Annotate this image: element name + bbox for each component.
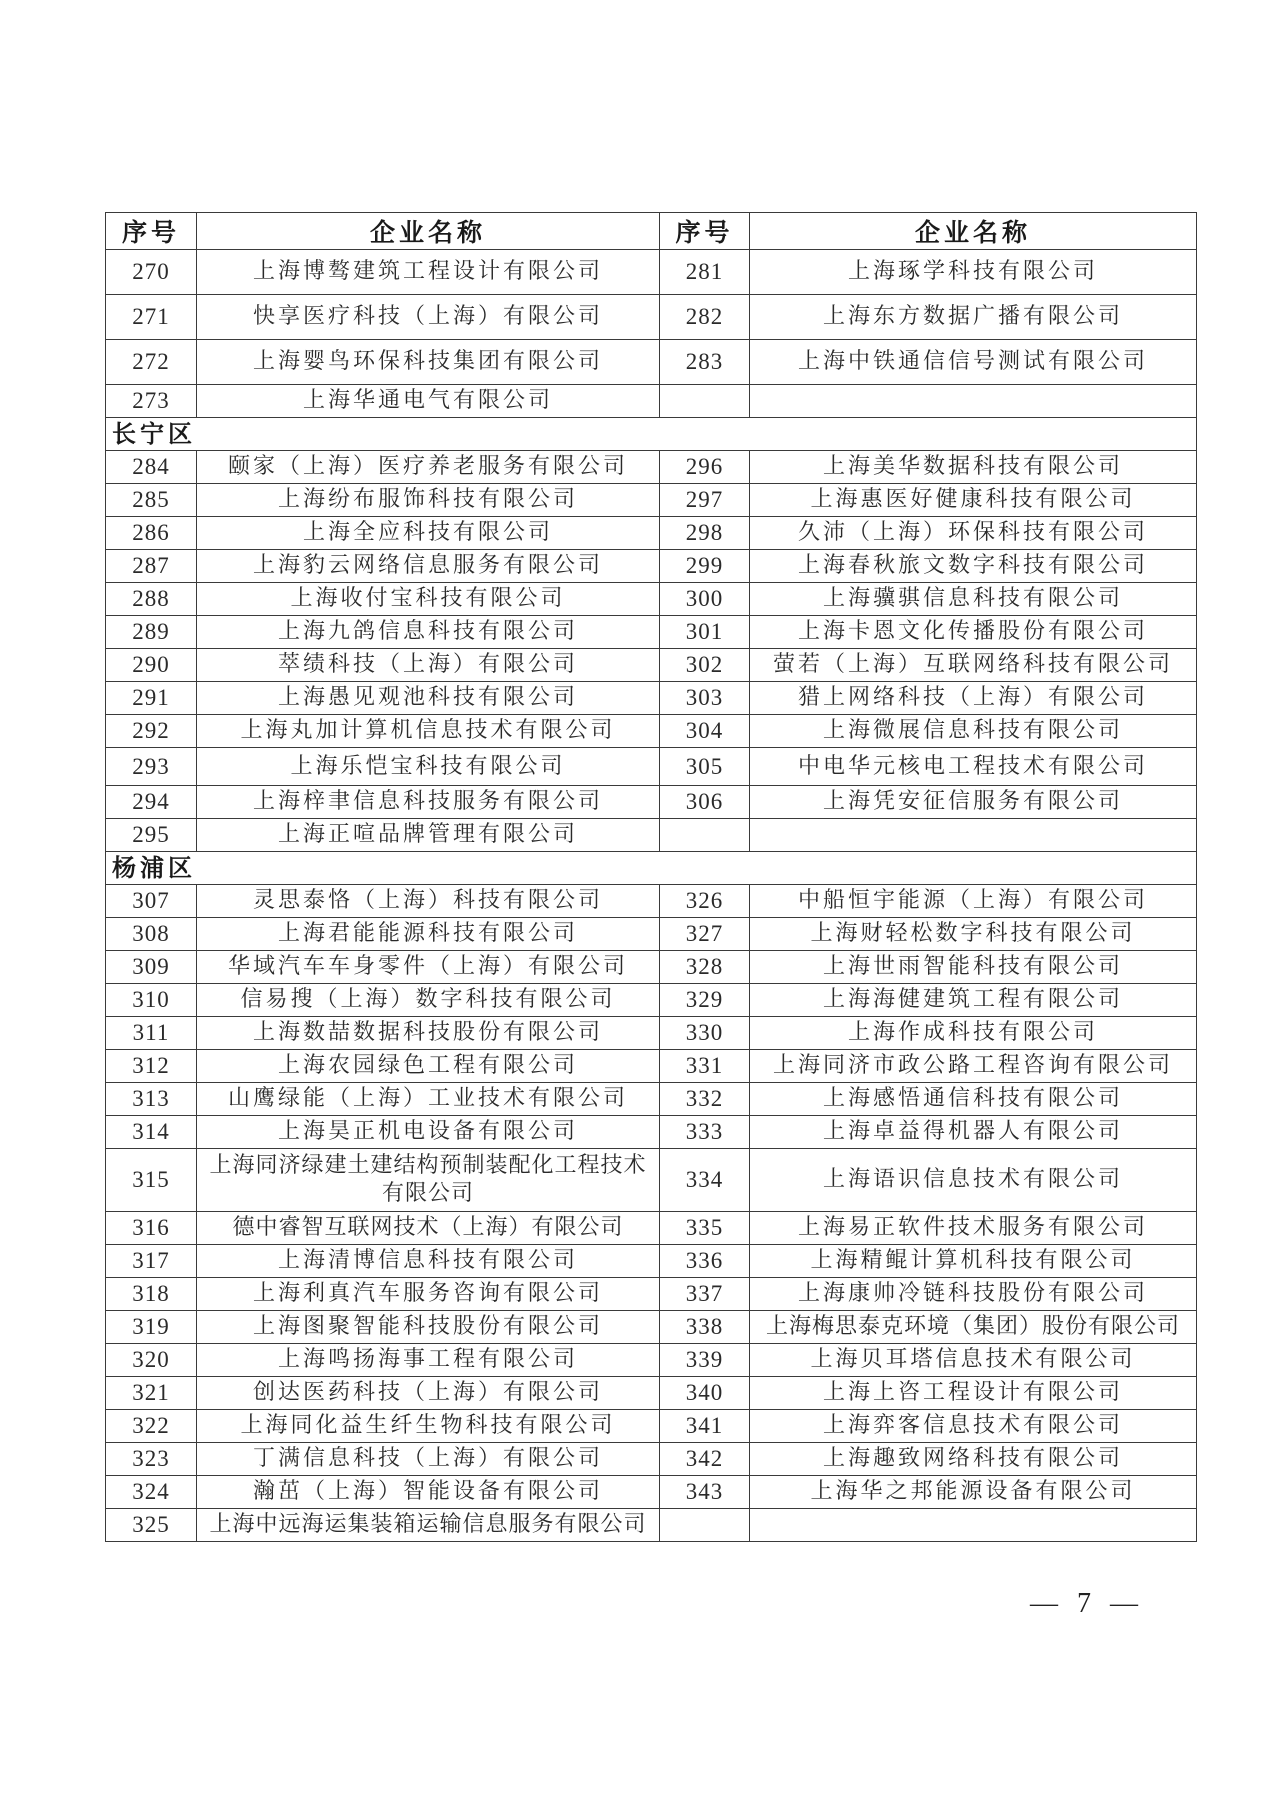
company-name-cell: 上海全应科技有限公司	[197, 517, 660, 550]
table-row	[106, 918, 1197, 951]
table-row	[106, 1050, 1197, 1083]
company-name-cell: 上海卡恩文化传播股份有限公司	[750, 616, 1197, 649]
company-name-cell: 上海清博信息科技有限公司	[197, 1245, 660, 1278]
company-name-cell: 上海乐恺宝科技有限公司	[197, 748, 660, 786]
table-row	[106, 885, 1197, 918]
company-name-cell: 上海春秋旅文数字科技有限公司	[750, 550, 1197, 583]
company-name-cell: 上海骥骐信息科技有限公司	[750, 583, 1197, 616]
table-row	[106, 682, 1197, 715]
company-name-cell: 上海昊正机电设备有限公司	[197, 1116, 660, 1149]
table-row	[106, 1509, 1197, 1542]
serial-number-cell: 313	[106, 1083, 197, 1116]
serial-number-cell: 327	[660, 918, 750, 951]
serial-number-cell: 318	[106, 1278, 197, 1311]
serial-number-cell: 334	[660, 1149, 750, 1212]
table-row	[106, 1245, 1197, 1278]
company-name-cell: 上海农园绿色工程有限公司	[197, 1050, 660, 1083]
serial-number-cell: 298	[660, 517, 750, 550]
table-row	[106, 1017, 1197, 1050]
company-name-cell: 上海博骜建筑工程设计有限公司	[197, 250, 660, 295]
serial-number-cell: 307	[106, 885, 197, 918]
company-name-cell	[750, 385, 1197, 418]
serial-number-cell: 303	[660, 682, 750, 715]
company-name-cell: 德中睿智互联网技术（上海）有限公司	[197, 1212, 660, 1245]
table-row	[106, 616, 1197, 649]
serial-number-cell: 294	[106, 786, 197, 819]
table-row	[106, 786, 1197, 819]
serial-number-cell: 299	[660, 550, 750, 583]
serial-number-cell: 285	[106, 484, 197, 517]
serial-number-cell	[660, 819, 750, 852]
serial-number-cell: 309	[106, 951, 197, 984]
serial-number-cell: 338	[660, 1311, 750, 1344]
serial-number-cell: 282	[660, 295, 750, 340]
company-name-cell: 瀚茁（上海）智能设备有限公司	[197, 1476, 660, 1509]
company-name-cell: 萤若（上海）互联网络科技有限公司	[750, 649, 1197, 682]
company-name-cell: 上海作成科技有限公司	[750, 1017, 1197, 1050]
company-name-cell: 上海贝耳塔信息技术有限公司	[750, 1344, 1197, 1377]
serial-number-cell: 286	[106, 517, 197, 550]
company-name-cell: 猎上网络科技（上海）有限公司	[750, 682, 1197, 715]
company-name-cell: 上海中远海运集装箱运输信息服务有限公司	[197, 1509, 660, 1542]
company-name-cell: 上海梅思泰克环境（集团）股份有限公司	[750, 1311, 1197, 1344]
company-name-cell: 快享医疗科技（上海）有限公司	[197, 295, 660, 340]
serial-number-cell: 314	[106, 1116, 197, 1149]
company-name-cell: 上海海健建筑工程有限公司	[750, 984, 1197, 1017]
serial-number-cell: 325	[106, 1509, 197, 1542]
company-name-cell: 上海同济市政公路工程咨询有限公司	[750, 1050, 1197, 1083]
company-name-cell: 上海趣致网络科技有限公司	[750, 1443, 1197, 1476]
company-name-cell: 灵思泰恪（上海）科技有限公司	[197, 885, 660, 918]
serial-number-cell: 288	[106, 583, 197, 616]
table-row	[106, 1278, 1197, 1311]
company-name-cell: 上海卓益得机器人有限公司	[750, 1116, 1197, 1149]
serial-number-cell: 283	[660, 340, 750, 385]
serial-number-cell: 342	[660, 1443, 750, 1476]
serial-number-cell: 311	[106, 1017, 197, 1050]
serial-number-cell: 273	[106, 385, 197, 418]
company-name-cell: 上海婴鸟环保科技集团有限公司	[197, 340, 660, 385]
district-header-row	[106, 418, 1197, 451]
district-name: 杨浦区	[106, 852, 1197, 885]
table-row	[106, 1377, 1197, 1410]
table-header-row	[106, 213, 1197, 250]
serial-number-cell: 331	[660, 1050, 750, 1083]
header-serial-number: 序号	[106, 213, 197, 250]
serial-number-cell: 281	[660, 250, 750, 295]
district-header-row	[106, 852, 1197, 885]
serial-number-cell: 308	[106, 918, 197, 951]
company-name-cell: 上海弈客信息技术有限公司	[750, 1410, 1197, 1443]
table-row	[106, 1212, 1197, 1245]
serial-number-cell: 291	[106, 682, 197, 715]
table-row	[106, 583, 1197, 616]
company-name-cell: 上海纷布服饰科技有限公司	[197, 484, 660, 517]
table-row	[106, 1083, 1197, 1116]
company-name-cell: 上海图聚智能科技股份有限公司	[197, 1311, 660, 1344]
company-name-cell: 上海精鲲计算机科技有限公司	[750, 1245, 1197, 1278]
serial-number-cell: 306	[660, 786, 750, 819]
company-name-cell: 上海华之邦能源设备有限公司	[750, 1476, 1197, 1509]
company-name-cell: 创达医药科技（上海）有限公司	[197, 1377, 660, 1410]
company-name-cell: 上海中铁通信信号测试有限公司	[750, 340, 1197, 385]
company-name-cell: 上海语识信息技术有限公司	[750, 1149, 1197, 1212]
serial-number-cell: 270	[106, 250, 197, 295]
company-name-cell: 上海东方数据广播有限公司	[750, 295, 1197, 340]
header-serial-number-right: 序号	[660, 213, 750, 250]
company-name-cell: 上海上咨工程设计有限公司	[750, 1377, 1197, 1410]
serial-number-cell: 333	[660, 1116, 750, 1149]
table-row	[106, 484, 1197, 517]
serial-number-cell: 287	[106, 550, 197, 583]
table-row	[106, 295, 1197, 340]
company-name-cell: 上海惠医好健康科技有限公司	[750, 484, 1197, 517]
serial-number-cell: 332	[660, 1083, 750, 1116]
serial-number-cell: 302	[660, 649, 750, 682]
serial-number-cell: 317	[106, 1245, 197, 1278]
serial-number-cell: 312	[106, 1050, 197, 1083]
table-row	[106, 1344, 1197, 1377]
table-row	[106, 517, 1197, 550]
serial-number-cell: 328	[660, 951, 750, 984]
serial-number-cell: 271	[106, 295, 197, 340]
company-name-cell: 丁满信息科技（上海）有限公司	[197, 1443, 660, 1476]
company-name-cell: 上海豹云网络信息服务有限公司	[197, 550, 660, 583]
serial-number-cell: 315	[106, 1149, 197, 1212]
serial-number-cell	[660, 1509, 750, 1542]
table-row	[106, 1311, 1197, 1344]
district-name: 长宁区	[106, 418, 1197, 451]
table-row	[106, 340, 1197, 385]
company-name-cell: 上海世雨智能科技有限公司	[750, 951, 1197, 984]
company-name-cell: 上海美华数据科技有限公司	[750, 451, 1197, 484]
company-name-cell: 华域汽车车身零件（上海）有限公司	[197, 951, 660, 984]
company-name-cell: 上海收付宝科技有限公司	[197, 583, 660, 616]
serial-number-cell: 300	[660, 583, 750, 616]
company-name-cell: 上海易正软件技术服务有限公司	[750, 1212, 1197, 1245]
company-name-cell: 上海财轻松数字科技有限公司	[750, 918, 1197, 951]
serial-number-cell: 322	[106, 1410, 197, 1443]
serial-number-cell: 337	[660, 1278, 750, 1311]
serial-number-cell: 336	[660, 1245, 750, 1278]
company-name-cell: 山鹰绿能（上海）工业技术有限公司	[197, 1083, 660, 1116]
serial-number-cell: 335	[660, 1212, 750, 1245]
serial-number-cell: 289	[106, 616, 197, 649]
table-row	[106, 385, 1197, 418]
table-row	[106, 715, 1197, 748]
company-name-cell: 上海凭安征信服务有限公司	[750, 786, 1197, 819]
serial-number-cell: 343	[660, 1476, 750, 1509]
table-row	[106, 250, 1197, 295]
company-name-cell	[750, 819, 1197, 852]
serial-number-cell: 290	[106, 649, 197, 682]
serial-number-cell: 341	[660, 1410, 750, 1443]
serial-number-cell: 326	[660, 885, 750, 918]
serial-number-cell: 293	[106, 748, 197, 786]
serial-number-cell: 296	[660, 451, 750, 484]
table-body	[106, 250, 1197, 1542]
serial-number-cell: 304	[660, 715, 750, 748]
company-name-cell: 中船恒宇能源（上海）有限公司	[750, 885, 1197, 918]
table-row	[106, 984, 1197, 1017]
table-row	[106, 451, 1197, 484]
table-row	[106, 1443, 1197, 1476]
company-name-cell: 上海利真汽车服务咨询有限公司	[197, 1278, 660, 1311]
company-name-cell: 上海康帅冷链科技股份有限公司	[750, 1278, 1197, 1311]
serial-number-cell: 310	[106, 984, 197, 1017]
serial-number-cell: 292	[106, 715, 197, 748]
serial-number-cell: 340	[660, 1377, 750, 1410]
table-row	[106, 649, 1197, 682]
company-name-cell: 上海九鸽信息科技有限公司	[197, 616, 660, 649]
serial-number-cell: 323	[106, 1443, 197, 1476]
table-row	[106, 1116, 1197, 1149]
serial-number-cell: 320	[106, 1344, 197, 1377]
company-name-cell: 上海同化益生纤生物科技有限公司	[197, 1410, 660, 1443]
company-name-cell: 上海愚见观池科技有限公司	[197, 682, 660, 715]
table-row	[106, 819, 1197, 852]
serial-number-cell: 284	[106, 451, 197, 484]
company-name-cell: 上海感悟通信科技有限公司	[750, 1083, 1197, 1116]
table-row	[106, 550, 1197, 583]
company-name-cell: 信易搜（上海）数字科技有限公司	[197, 984, 660, 1017]
serial-number-cell: 316	[106, 1212, 197, 1245]
company-name-cell: 上海同济绿建土建结构预制装配化工程技术有限公司	[197, 1149, 660, 1212]
company-name-cell: 萃绩科技（上海）有限公司	[197, 649, 660, 682]
company-name-cell: 久沛（上海）环保科技有限公司	[750, 517, 1197, 550]
table-row	[106, 1410, 1197, 1443]
serial-number-cell: 324	[106, 1476, 197, 1509]
company-name-cell: 上海微展信息科技有限公司	[750, 715, 1197, 748]
serial-number-cell: 321	[106, 1377, 197, 1410]
company-name-cell: 上海华通电气有限公司	[197, 385, 660, 418]
table-row	[106, 748, 1197, 786]
company-name-cell: 上海君能能源科技有限公司	[197, 918, 660, 951]
header-company-name: 企业名称	[197, 213, 660, 250]
company-name-cell: 上海丸加计算机信息技术有限公司	[197, 715, 660, 748]
company-name-cell: 上海数喆数据科技股份有限公司	[197, 1017, 660, 1050]
serial-number-cell: 339	[660, 1344, 750, 1377]
serial-number-cell: 319	[106, 1311, 197, 1344]
company-name-cell	[750, 1509, 1197, 1542]
company-name-cell: 颐家（上海）医疗养老服务有限公司	[197, 451, 660, 484]
company-name-cell: 上海琢学科技有限公司	[750, 250, 1197, 295]
serial-number-cell: 301	[660, 616, 750, 649]
page-number: — 7 —	[1030, 1588, 1144, 1619]
company-name-cell: 上海梓聿信息科技服务有限公司	[197, 786, 660, 819]
company-name-cell: 上海鸣扬海事工程有限公司	[197, 1344, 660, 1377]
serial-number-cell: 272	[106, 340, 197, 385]
serial-number-cell: 295	[106, 819, 197, 852]
company-list-table	[105, 212, 1197, 1542]
table-row	[106, 1476, 1197, 1509]
serial-number-cell: 330	[660, 1017, 750, 1050]
table-row	[106, 951, 1197, 984]
serial-number-cell: 305	[660, 748, 750, 786]
serial-number-cell: 297	[660, 484, 750, 517]
serial-number-cell: 329	[660, 984, 750, 1017]
company-name-cell: 上海正喧品牌管理有限公司	[197, 819, 660, 852]
table-row	[106, 1149, 1197, 1212]
company-name-cell: 中电华元核电工程技术有限公司	[750, 748, 1197, 786]
serial-number-cell	[660, 385, 750, 418]
header-company-name-right: 企业名称	[750, 213, 1197, 250]
